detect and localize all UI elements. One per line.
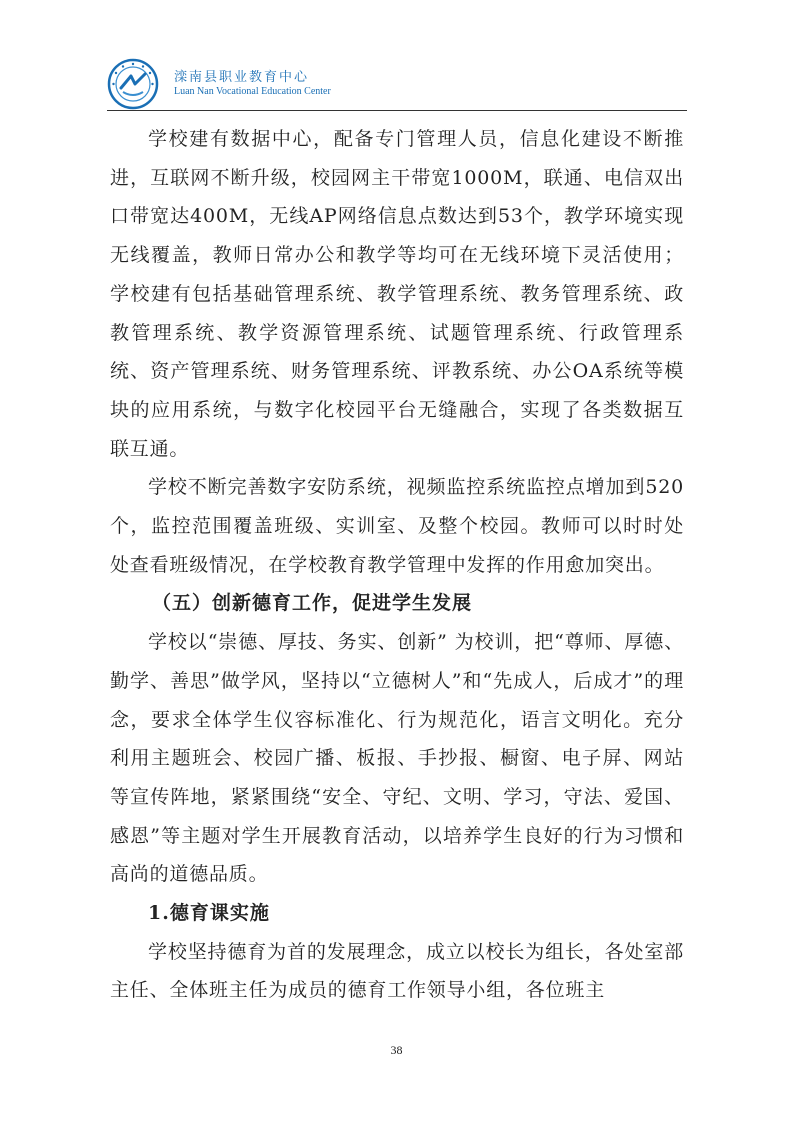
section-heading: （五）创新德育工作，促进学生发展 (152, 592, 473, 615)
org-name-cn: 滦南县职业教育中心 (174, 70, 310, 85)
paragraph-moral-course: 学校坚持德育为首的发展理念，成立以校长为组长，各处室部主任、全体班主任为成员的德育工作领导小组，各位班主 (110, 940, 684, 1002)
paragraph-moral-education: 学校以“崇德、厚技、务实、创新” 为校训，把“尊师、厚德、勤学、善思”做学风，坚持以“立德树人”和“先成人，后成才”的理念，要求全体学生仪容标准化、行为规范化，语言文明化。充分利用主题班会、校园广播、板报、手抄报、橱窗、电子屏、网站等宣传阵地，紧紧围绕“安全、守纪、文明、学习，守法、爱国、感恩”等主题对学生开展教育活动，以培养学生良好的行为习惯和高尚的道德品质。 (110, 631, 684, 886)
paragraph-security-system: 学校不断完善数字安防系统，视频监控系统监控点增加到520个，监控范围覆盖班级、实训室、及整个校园。教师可以时时处处查看班级情况，在学校教育教学管理中发挥的作用愈加突出。 (110, 476, 684, 576)
document-body (110, 120, 684, 1010)
header-divider (107, 110, 687, 111)
org-name-en: Luan Nan Vocational Education Center (174, 86, 331, 97)
page-number: 38 (390, 1043, 403, 1057)
sub-heading: 1.德育课实施 (148, 902, 270, 925)
paragraph-data-center: 学校建有数据中心，配备专门管理人员，信息化建设不断推进，互联网不断升级，校园网主干带宽1000M，联通、电信双出口带宽达400M，无线AP网络信息点数达到53个，教学环境实现无线覆盖，教师日常办公和教学等均可在无线环境下灵活使用；学校建有包括基础管理系统、教学管理系统、教务管理系统、政教管理系统、教学资源管理系统、试题管理系统、行政管理系统、资产管理系统、财务管理系统、评教系统、办公OA系统等模块的应用系统，与数字化校园平台无缝融合，实现了各类数据互联互通。 (110, 128, 684, 460)
page-header (107, 58, 687, 110)
school-emblem-icon (107, 58, 159, 110)
